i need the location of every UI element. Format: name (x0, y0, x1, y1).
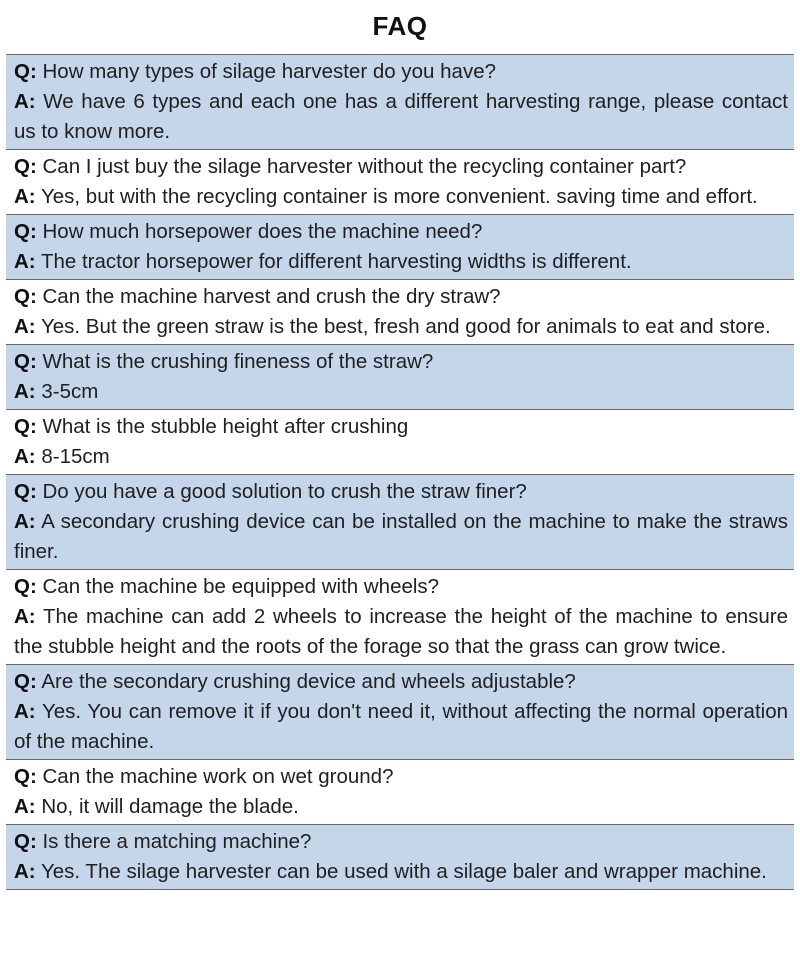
question (14, 282, 788, 312)
answer (14, 602, 788, 662)
answer (14, 312, 788, 342)
answer-prefix: A: (14, 605, 36, 628)
answer-text: No, it will damage the blade. (41, 795, 299, 818)
faq-item (6, 475, 794, 570)
answer (14, 377, 788, 407)
answer-text: Yes. But the green straw is the best, fresh and good for animals to eat and store. (40, 315, 771, 338)
faq-item (6, 150, 794, 215)
faq-item (6, 570, 794, 665)
question-prefix: Q: (14, 220, 37, 243)
faq-item (6, 345, 794, 410)
question-text: Can the machine work on wet ground? (42, 765, 394, 788)
answer (14, 697, 788, 757)
question-text: Do you have a good solution to crush the straw finer? (42, 480, 527, 503)
question-text: What is the stubble height after crushing (42, 415, 409, 438)
question (14, 667, 788, 697)
question-text: Can the machine be equipped with wheels? (42, 575, 440, 598)
question (14, 477, 788, 507)
question (14, 57, 788, 87)
answer-prefix: A: (14, 795, 36, 818)
answer-prefix: A: (14, 860, 36, 883)
question-text: Is there a matching machine? (42, 830, 312, 853)
question-prefix: Q: (14, 480, 37, 503)
answer (14, 247, 788, 277)
answer (14, 87, 788, 147)
answer-prefix: A: (14, 445, 36, 468)
answer-prefix: A: (14, 700, 36, 723)
answer (14, 442, 788, 472)
question (14, 347, 788, 377)
question-text: How many types of silage harvester do you have? (42, 60, 497, 83)
question-prefix: Q: (14, 830, 37, 853)
answer-text: A secondary crushing device can be installed on the machine to make the straws finer. (14, 510, 788, 563)
answer-text: 8-15cm (41, 445, 110, 468)
question (14, 217, 788, 247)
answer-text: Yes. The silage harvester can be used with a silage baler and wrapper machine. (40, 860, 767, 883)
faq-item (6, 760, 794, 825)
faq-list (6, 54, 794, 890)
question-text: How much horsepower does the machine need? (42, 220, 483, 243)
question-prefix: Q: (14, 765, 37, 788)
page-title: FAQ (372, 11, 428, 41)
answer-prefix: A: (14, 380, 36, 403)
answer-text: 3-5cm (41, 380, 99, 403)
faq-item (6, 410, 794, 475)
question-prefix: Q: (14, 670, 37, 693)
answer-prefix: A: (14, 185, 36, 208)
faq-item (6, 280, 794, 345)
answer-text: The tractor horsepower for different harvesting widths is different. (40, 250, 632, 273)
question-prefix: Q: (14, 350, 37, 373)
answer-text: The machine can add 2 wheels to increase the height of the machine to ensure the stubble height and the roots of the forage so that the grass can grow twice. (14, 605, 788, 658)
question (14, 762, 788, 792)
question-prefix: Q: (14, 415, 37, 438)
answer-text: Yes. You can remove it if you don't need it, without affecting the normal operation of the machine. (14, 700, 788, 753)
answer (14, 507, 788, 567)
faq-item (6, 825, 794, 890)
question (14, 412, 788, 442)
answer-prefix: A: (14, 510, 36, 533)
question-prefix: Q: (14, 60, 37, 83)
answer-prefix: A: (14, 315, 36, 338)
question-prefix: Q: (14, 155, 37, 178)
question-prefix: Q: (14, 575, 37, 598)
question-prefix: Q: (14, 285, 37, 308)
answer-text: Yes, but with the recycling container is more convenient. saving time and effort. (40, 185, 758, 208)
question-text: Can I just buy the silage harvester without the recycling container part? (42, 155, 687, 178)
question (14, 827, 788, 857)
answer (14, 857, 788, 887)
question-text: Are the secondary crushing device and wheels adjustable? (41, 670, 576, 693)
question-text: Can the machine harvest and crush the dry straw? (42, 285, 501, 308)
answer (14, 182, 788, 212)
question (14, 572, 788, 602)
answer-prefix: A: (14, 250, 36, 273)
faq-item (6, 215, 794, 280)
question-text: What is the crushing fineness of the straw? (42, 350, 434, 373)
answer (14, 792, 788, 822)
answer-text: We have 6 types and each one has a different harvesting range, please contact us to know more. (14, 90, 788, 143)
faq-item (6, 665, 794, 760)
faq-item (6, 55, 794, 150)
question (14, 152, 788, 182)
answer-prefix: A: (14, 90, 36, 113)
